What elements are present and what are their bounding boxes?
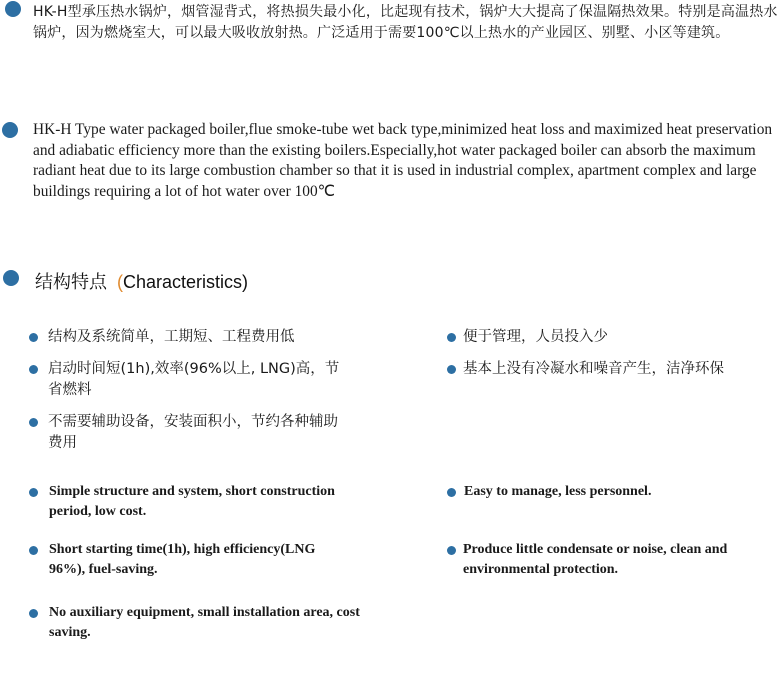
en-item-1: Simple structure and system, short construction period, low cost. — [49, 484, 335, 519]
bullet-dot-icon — [29, 609, 38, 618]
intro-en-paragraph: HK-H Type water packaged boiler,flue smoke-tube wet back type,minimized heat loss and maximized heat preservation and adiabatic efficiency more than the existing boilers.Especially,hot water packaged boiler can absorb the maximum radiant heat due to its large combustion chamber so that it is used in industrial complex, apartment complex and large buildings requiring a lot of hot water over 100℃ — [33, 121, 773, 200]
bullet-dot-icon — [29, 488, 38, 497]
bullet-dot-icon — [447, 333, 456, 342]
intro-cn-paragraph: HK-H型承压热水锅炉，烟管湿背式，将热损失最小化，比起现有技术，锅炉大大提高了保温隔热效果。特别是高温热水锅炉，因为燃烧室大，可以最大吸收放射热。广泛适用于需要100℃以上热水的产业园区、别墅、小区等建筑。 — [33, 4, 778, 41]
bullet-dot-icon — [29, 418, 38, 427]
bullet-dot-icon — [29, 546, 38, 555]
en-item-4: Easy to manage, less personnel. — [464, 484, 652, 499]
cn-item-5: 基本上没有冷凝水和噪音产生，洁净环保 — [463, 361, 724, 377]
bullet-dot-icon — [5, 1, 21, 17]
cn-item-4: 便于管理，人员投入少 — [463, 329, 608, 345]
cn-item-3: 不需要辅助设备，安装面积小，节约各种辅助费用 — [48, 414, 338, 451]
title-cn: 结构特点 — [35, 272, 107, 293]
characteristics-title — [35, 268, 248, 294]
en-item-3: No auxiliary equipment, small installation area, cost saving. — [49, 605, 360, 640]
bullet-dot-icon — [3, 270, 19, 286]
bullet-dot-icon — [447, 365, 456, 374]
title-en: Characteristics) — [123, 272, 249, 292]
cn-item-1: 结构及系统简单，工期短、工程费用低 — [48, 329, 295, 345]
title-paren: ( — [117, 272, 123, 292]
en-item-5: Produce little condensate or noise, clean and environmental protection. — [463, 542, 728, 577]
bullet-dot-icon — [447, 488, 456, 497]
bullet-dot-icon — [447, 546, 456, 555]
bullet-dot-icon — [29, 365, 38, 374]
en-item-2: Short starting time(1h), high efficiency(LNG 96%), fuel-saving. — [49, 542, 316, 577]
cn-item-2: 启动时间短(1h),效率(96%以上, LNG)高，节省燃料 — [48, 361, 340, 398]
bullet-dot-icon — [2, 122, 18, 138]
bullet-dot-icon — [29, 333, 38, 342]
